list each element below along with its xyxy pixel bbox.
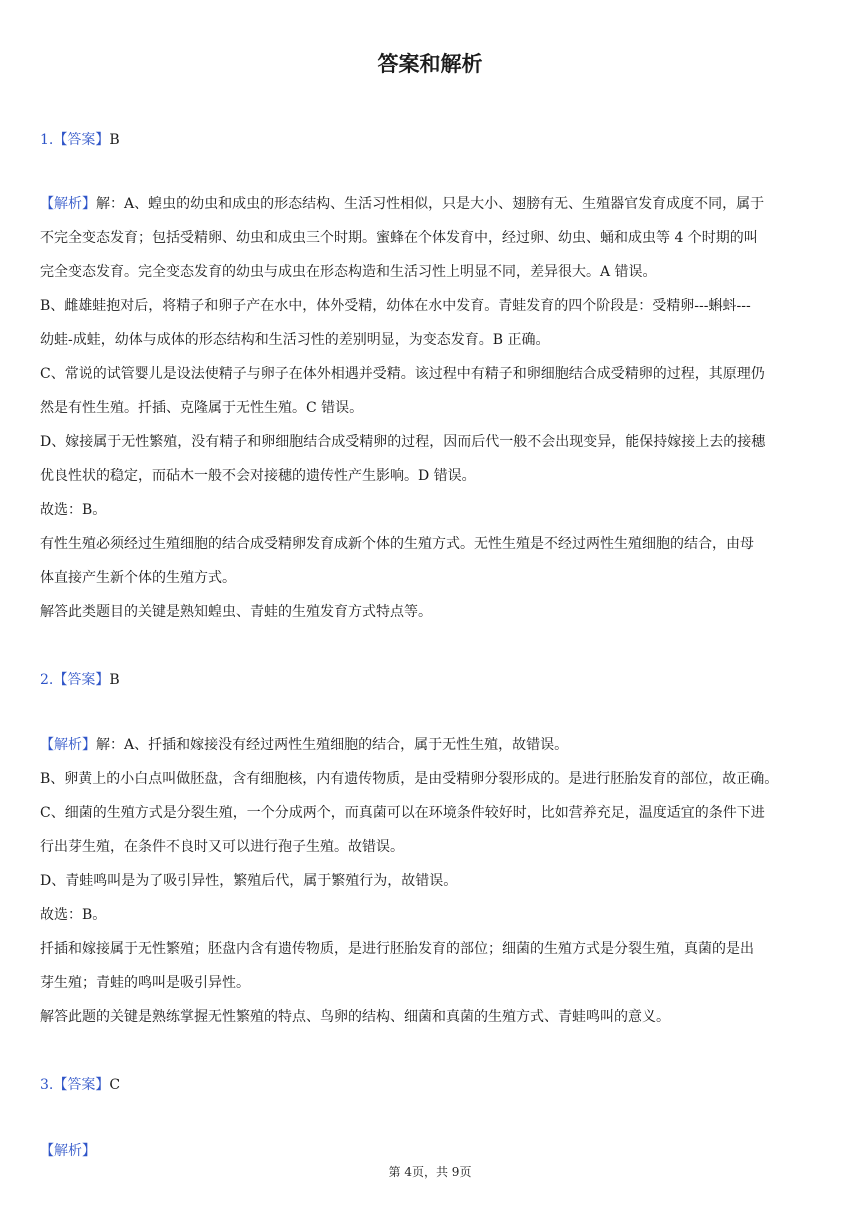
analysis-tag: 【解析】 [40,737,96,753]
answer-value: B [109,672,120,688]
analysis-line: 有性生殖必须经过生殖细胞的结合成受精卵发育成新个体的生殖方式。无性生殖是不经过两性生殖细胞的结合，由母 [40,536,754,552]
analysis-tag: 【解析】 [40,1143,96,1159]
question-3-answer [40,1074,120,1094]
answer-value: B [109,132,120,148]
analysis-tag: 【解析】 [40,196,96,212]
analysis-line: B、卵黄上的小白点叫做胚盘，含有细胞核，内有遗传物质，是由受精卵分裂形成的。是进行胚胎发育的部位，故正确。 [40,771,779,787]
analysis-line: 然是有性生殖。扦插、克隆属于无性生殖。C 错误。 [40,400,364,416]
analysis-line: 解答此题的关键是熟练掌握无性繁殖的特点、鸟卵的结构、细菌和真菌的生殖方式、青蛙鸣叫的意义。 [40,1009,670,1025]
page-title: 答案和解析 [377,52,483,76]
question-2-analysis [40,728,822,1034]
analysis-line: 解答此类题目的关键是熟知蝗虫、青蛙的生殖发育方式特点等。 [40,604,432,620]
analysis-line: B、雌雄蛙抱对后，将精子和卵子产在水中，体外受精，幼体在水中发育。青蛙发育的四个阶段是：受精卵---蝌蚪--- [40,298,751,314]
analysis-line: 不完全变态发育；包括受精卵、幼虫和成虫三个时期。蜜蜂在个体发育中，经过卵、幼虫、蛹和成虫等 4 个时期的叫 [40,230,758,246]
analysis-line: 体直接产生新个体的生殖方式。 [40,570,236,586]
answer-tag: 【答案】 [53,132,110,148]
page-footer: 第 4页，共 9页 [388,1165,472,1179]
analysis-line: 故选：B。 [40,502,107,518]
answer-tag: 【答案】 [53,672,110,688]
question-2-answer [40,669,120,689]
analysis-line: 行出芽生殖，在条件不良时又可以进行孢子生殖。故错误。 [40,839,404,855]
analysis-line: 芽生殖；青蛙的鸣叫是吸引异性。 [40,975,250,991]
answer-tag: 【答案】 [53,1077,110,1093]
question-number: 2. [40,672,54,688]
analysis-line: C、细菌的生殖方式是分裂生殖，一个分成两个，而真菌可以在环境条件较好时，比如营养充足，温度适宜的条件下进 [40,805,765,821]
analysis-line: 幼蛙-成蛙，幼体与成体的形态结构和生活习性的差别明显，为变态发育。B 正确。 [40,332,550,348]
analysis-line: 完全变态发育。完全变态发育的幼虫与成虫在形态构造和生活习性上明显不同，差异很大。A 错误。 [40,264,657,280]
question-number: 1. [40,132,54,148]
question-number: 3. [40,1077,54,1093]
analysis-line: 【解析】解：A、扦插和嫁接没有经过两性生殖细胞的结合，属于无性生殖，故错误。 [40,737,569,753]
question-1-answer [40,129,120,149]
analysis-line: 优良性状的稳定，而砧木一般不会对接穗的遗传性产生影响。D 错误。 [40,468,476,484]
question-1-analysis [40,187,822,629]
analysis-line: C、常说的试管婴儿是设法使精子与卵子在体外相遇并受精。该过程中有精子和卵细胞结合成受精卵的过程，其原理仍 [40,366,765,382]
analysis-line: 扦插和嫁接属于无性繁殖；胚盘内含有遗传物质，是进行胚胎发育的部位；细菌的生殖方式是分裂生殖，真菌的是出 [40,941,754,957]
analysis-line: D、青蛙鸣叫是为了吸引异性，繁殖后代，属于繁殖行为，故错误。 [40,873,458,889]
analysis-line: 【解析】解：A、蝗虫的幼虫和成虫的形态结构、生活习性相似，只是大小、翅膀有无、生殖器官发育成度不同，属于 [40,196,765,212]
analysis-line: 故选：B。 [40,907,107,923]
answer-value: C [109,1077,121,1093]
analysis-line: D、嫁接属于无性繁殖，没有精子和卵细胞结合成受精卵的过程，因而后代一般不会出现变异，能保持嫁接上去的接穗 [40,434,766,450]
